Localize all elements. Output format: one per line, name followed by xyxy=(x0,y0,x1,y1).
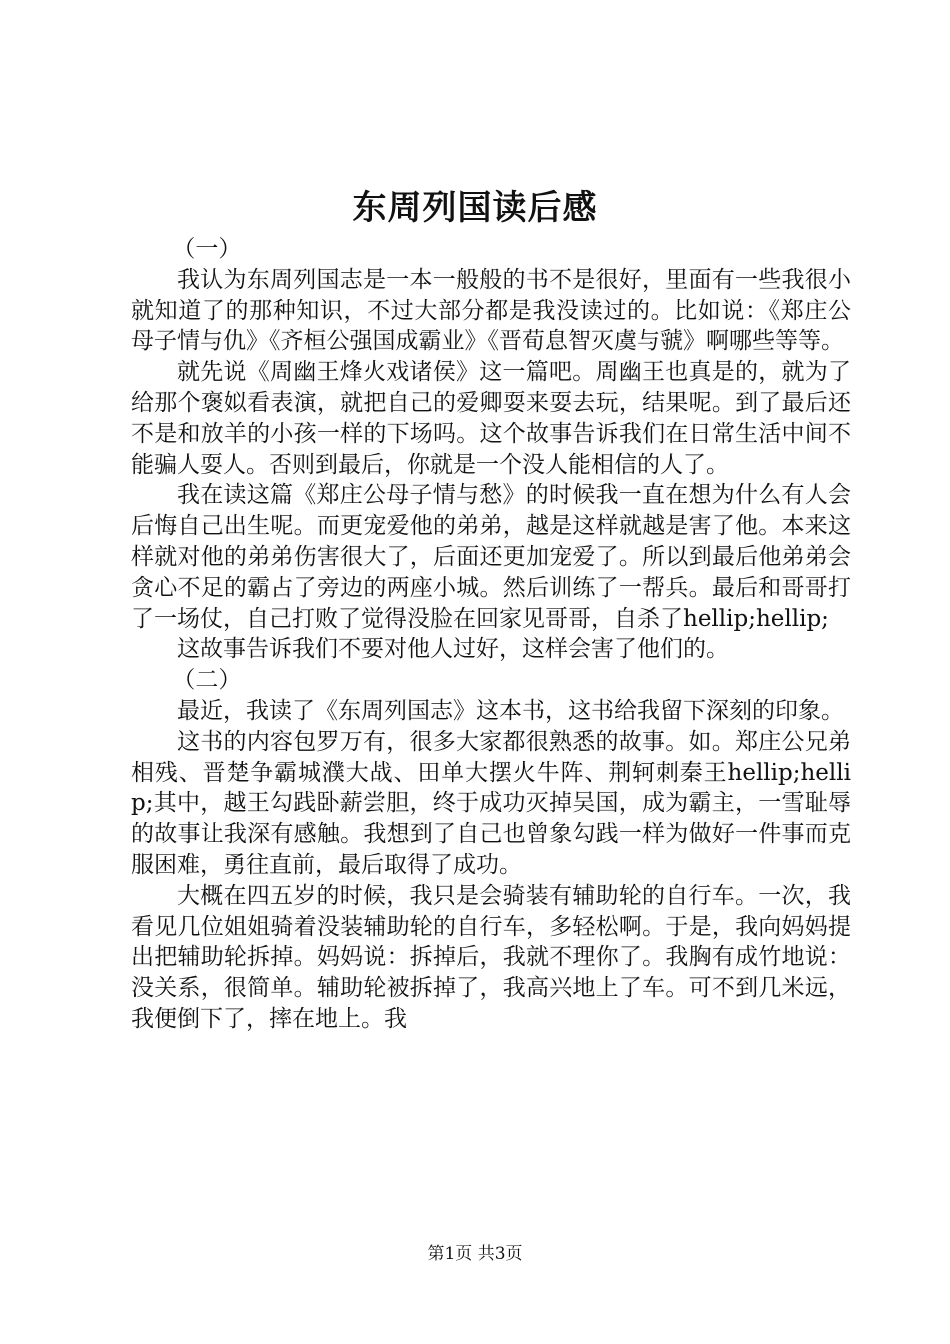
paragraph: 大概在四五岁的时候，我只是会骑装有辅助轮的自行车。一次，我看见几位姐姐骑着没装辅助轮的自行车，多轻松啊。于是，我向妈妈提出把辅助轮拆掉。妈妈说：拆掉后，我就不理你了。我胸有成竹地说：没关系，很简单。辅助轮被拆掉了，我高兴地上了车。可不到几米远，我便倒下了，摔在地上。我 xyxy=(131,882,851,1032)
section-heading-2: （二） xyxy=(172,667,242,694)
paragraph: 这故事告诉我们不要对他人过好，这样会害了他们的。 xyxy=(177,636,729,663)
document-title: 东周列国读后感 xyxy=(352,188,598,228)
page-footer: 第1页 共3页 xyxy=(427,1244,523,1264)
document-body xyxy=(131,234,851,1035)
paragraph: 我在读这篇《郑庄公母子情与愁》的时候我一直在想为什么有人会后悔自己出生呢。而更宠爱他的弟弟，越是这样就越是害了他。本来这样就对他的弟弟伤害很大了，后面还更加宠爱了。所以到最后他弟弟会贪心不足的霸占了旁边的两座小城。然后训练了一帮兵。最后和哥哥打了一场仗，自己打败了觉得没脸在回家见哥哥，自杀了hellip;hellip; xyxy=(131,482,851,632)
section-heading-1: （一） xyxy=(172,236,242,262)
paragraph: 我认为东周列国志是一本一般般的书不是很好，里面有一些我很小就知道了的那种知识，不过大部分都是我没读过的。比如说：《郑庄公母子情与仇》《齐桓公强国成霸业》《晋荀息智灭虞与虢》啊哪些等等。 xyxy=(131,266,851,355)
paragraph: 这书的内容包罗万有，很多大家都很熟悉的故事。如。郑庄公兄弟相残、晋楚争霸城濮大战、田单大摆火牛阵、荆轲刺秦王hellip;hellip;其中，越王勾践卧薪尝胆，终于成功灭掉吴国，成为霸主，一雪耻辱的故事让我深有感触。我想到了自己也曾象勾践一样为做好一件事而克服困难，勇往直前，最后取得了成功。 xyxy=(131,728,851,878)
paragraph: 就先说《周幽王烽火戏诸侯》这一篇吧。周幽王也真是的，就为了给那个褒姒看表演，就把自己的爱卿耍来耍去玩，结果呢。到了最后还不是和放羊的小孩一样的下场吗。这个故事告诉我们在日常生活中间不能骗人耍人。否则到最后，你就是一个没人能相信的人了。 xyxy=(131,359,851,478)
paragraph: 最近，我读了《东周列国志》这本书，这书给我留下深刻的印象。 xyxy=(177,697,844,724)
